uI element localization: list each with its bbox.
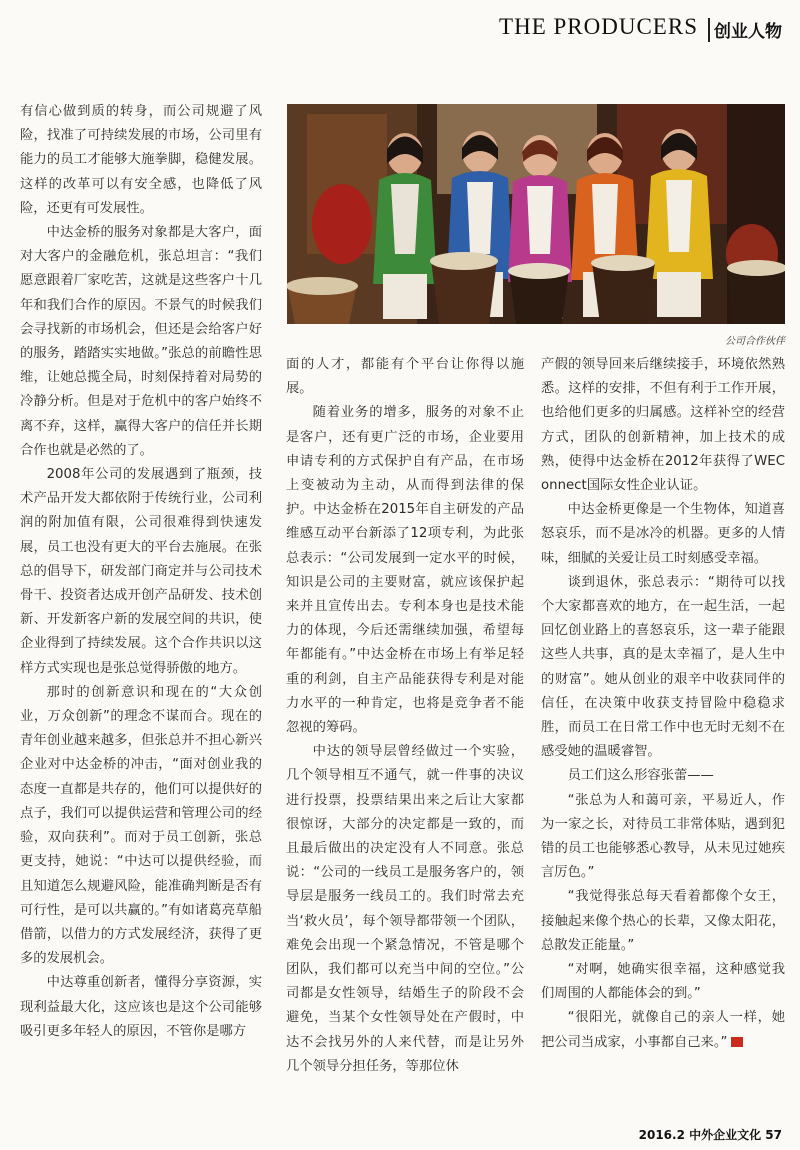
page-header [0,0,800,58]
article-column-3 [541,353,785,1055]
paragraph: 谈到退休，张总表示：“期待可以找个大家都喜欢的地方，在一起生活，一起回忆创业路上的喜怒哀乐，这一辈子能跟这些人共事，真的是太幸福了，是人生中的财富”。她从创业的艰辛中收获同伴的信任，在决策中收获支持冒险中稳稳求胜，而员工在日常工作中也无时无刻不在感受她的温暖睿智。 [541,574,785,760]
paragraph-last [541,1006,785,1054]
paragraph: 中达金桥更像是一个生物体，知道喜怒哀乐，而不是冰冷的机器。更多的人情味，细腻的关爱让员工时刻感受幸福。 [541,502,785,566]
paragraph: 面的人才，都能有个平台让你得以施展。 [286,357,524,397]
paragraph: 员工们这么形容张蕾—— [567,768,714,784]
paragraph: 中达尊重创新者，懂得分享资源，实现利益最大化，这应该也是这个公司能够吸引更多年轻人的原因，不管你是哪方 [20,975,262,1039]
article-column-1 [20,100,262,1044]
photo-caption: 公司合作伙伴 [725,336,785,347]
paragraph-last-text: “很阳光，就像自己的亲人一样，她把公司当成家，小事都自己来。” [541,1010,785,1050]
paragraph: “张总为人和蔼可亲，平易近人，作为一家之长，对待员工非常体贴，遇到犯错的员工也能够悉心教导，从未见过她疾言厉色。” [541,792,785,881]
group-photo-illustration [287,104,785,324]
section-title-en: THE PRODUCERS [499,14,698,39]
paragraph: 产假的领导回来后继续接手，环境依然熟悉。这样的安排，不但有利于工作开展，也给他们更多的归属感。这样补空的经营方式，团队的创新精神，加上技术的成熟，使得中达金桥在2012年获得了WEConnect国际女性企业认证。 [541,357,785,494]
paragraph: 那时的创新意识和现在的“大众创业，万众创新”的理念不谋而合。现在的青年创业越来越多，但张总并不担心新兴企业对中达金桥的冲击，“面对创业我的态度一直都是共存的，他们可以提供好的点子，我们可以提供运营和管理公司的经验，双向获利”。而对于员工创新，张总更支持，她说：“中达可以提供经验，而且知道怎么规避风险，能准确判断是否有可行性，是可以共赢的。”有如诸葛亮草船借箭，以借力的方式发展经济，获得了更多的发展机会。 [20,684,262,967]
paragraph: “对啊，她确实很幸福，这种感觉我们周围的人都能体会的到。” [541,962,785,1002]
paragraph: 随着业务的增多，服务的对象不止是客户，还有更广泛的市场，企业要用申请专利的方式保护自有产品，在市场上变被动为主动，从而得到法律的保护。中达金桥在2015年自主研发的产品维感互动平台新添了12项专利，为此张总表示：“公司发展到一定水平的时候，知识是公司的主要财富，就应该保护起来并且宣传出去。专利本身也是技术能力的体现，今后还需继续加强，希望每年都能有。”中达金桥在市场上有举足轻重的利剑，自主产品能获得专利是对能力水平的一种肯定，也将是竞争者不能忽视的筹码。 [286,405,524,736]
section-title-zh: 创业人物 [714,22,782,42]
paragraph: 有信心做到质的转身，而公司规避了风险，找准了可持续发展的市场，公司里有能力的员工才能够大施拳脚，稳健发展。这样的改革可以有安全感，也降低了风险，还更有可发展性。 [20,104,262,216]
header-divider [708,18,710,42]
paragraph: “我觉得张总每天看着都像个女王，接触起来像个热心的长辈，又像太阳花，总散发正能量。” [541,889,785,953]
paragraph: 2008年公司的发展遇到了瓶颈，技术产品开发大都依附于传统行业，公司利润的附加值有限，公司很难得到快速发展，员工也没有更大的平台去施展。在张总的倡导下，研发部门商定并与公司技术骨干、投资者达成开创产品研发、技术创新、开发新客户新的发展空间的共识，使企业得到了持续发展。这个合作共识以这样方式实现也是张总觉得骄傲的地方。 [20,467,262,676]
paragraph: 中达金桥的服务对象都是大客户，面对大客户的金融危机，张总坦言：“我们愿意跟着厂家吃苦，这就是这些客户十几年和我们合作的原因。不景气的时候我们会寻找新的市场机会，但还是会给客户好的服务，踏踏实实地做。”张总的前瞻性思维，让她总揽全局，时刻保持着对局势的冷静分析。但是对于危机中的客户始终不离不弃，这样，赢得大客户的信任并长期合作也就是必然的了。 [20,225,262,458]
page-footer: 2016.2 中外企业文化 57 [638,1128,782,1142]
paragraph: 中达的领导层曾经做过一个实验，几个领导相互不通气，就一件事的决议进行投票，投票结果出来之后让大家都很惊讶，大部分的决定都是一致的，而且最后做出的决定没有人不同意。张总说：“公司的一线员工是服务客户的，领导层是服务一线员工的。我们时常去充当‘救火员’，每个领导都带领一个团队，难免会出现一个紧急情况，不管是哪个团队，我们都可以充当中间的空位。”公司都是女性领导，结婚生子的阶段不会避免，当某个女性领导处在产假时，中达不会找另外的人来代替，而是让另外几个领导分担任务，等那位休 [286,744,524,1074]
group-photo [287,104,785,324]
article-column-2 [286,353,524,1079]
end-of-article-mark [731,1037,743,1047]
